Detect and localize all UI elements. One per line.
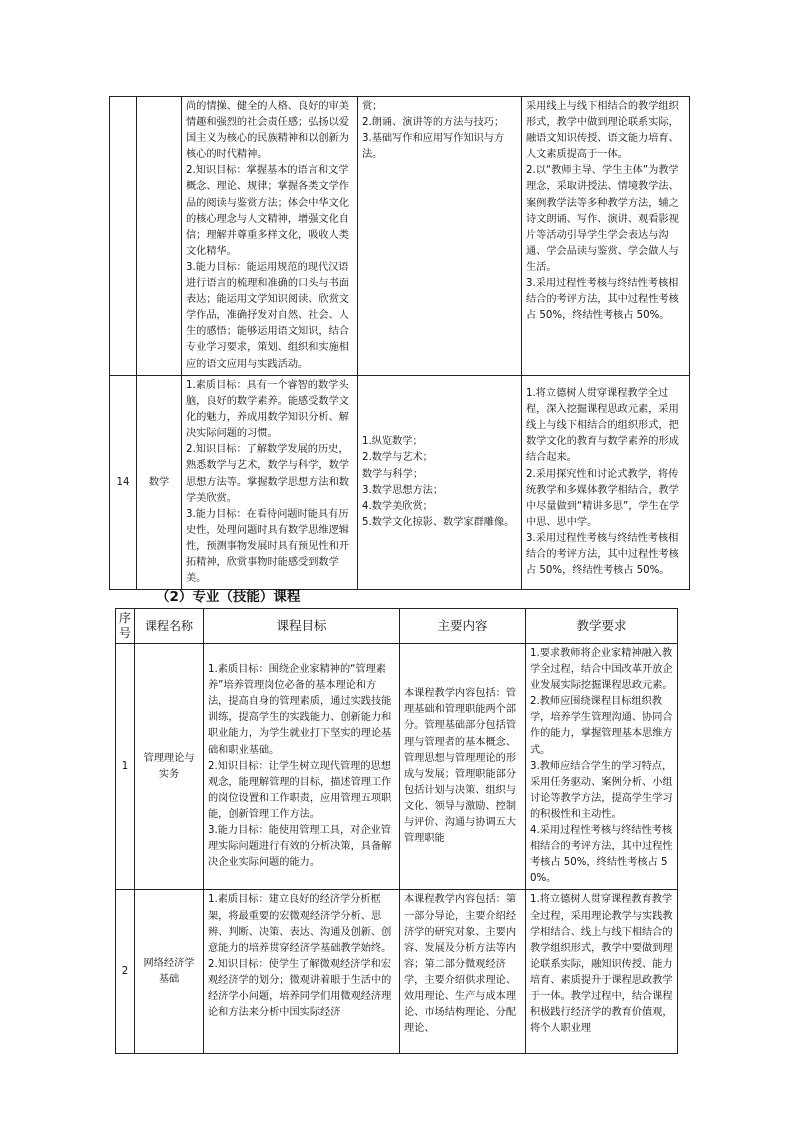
course-content-line: 2.数学与艺术； — [362, 452, 433, 464]
course-number: 14 — [110, 376, 137, 590]
course-goals-line: 3.能力目标：在看待问题时能具有历史性，处理问题时具有数学思维逻辑性，预测事物发展时具有预见性和开拓精神，欣赏事物时能感受到数学美。 — [186, 508, 349, 585]
course-content-line: 3.数学思想方法； — [362, 484, 444, 496]
course-name: 网络经济学基础 — [135, 890, 204, 1054]
course-requirements-line: 1.要求教师将企业家精神融入教学全过程，结合中国改革开放企业发展实际挖掘课程思政元素。 — [530, 648, 673, 692]
course-requirements — [522, 376, 690, 590]
course-requirements-line: 2.以“教师主导、学生主体”为教学理念，采取讲授法、情境教学法、案例教学法等多种教学方法，辅之诗文朗诵、写作、演讲、观看影视片等活动引导学生学会表达与沟通、学会品读与鉴赏、学会做人与生活。 — [526, 165, 679, 273]
course-goals — [182, 376, 358, 590]
course-content — [400, 644, 526, 890]
course-requirements-line: 1.将立德树人贯穿课程教育教学全过程，采用理论教学与实践教学相结合、线上与线下相结合的教学组织形式，教学中要做到理论联系实际，融知识传授、能力培育、素质提升于课程思政教学于一体。教学过程中，结合课程积极践行经济学的教育价值观，将个人职业理 — [530, 894, 673, 1035]
course-content-line: 3.基础写作和应用写作知识与方法。 — [362, 133, 505, 161]
course-content-line: 本课程教学内容包括：管理基础和管理职能两个部分。管理基础部分包括管理与管理者的基本概念、管理思想与管理理论的形成与发展；管理职能部分包括计划与决策、组织与文化、领导与激励、控制与评价、沟通与协调五大管理职能 — [404, 688, 517, 845]
table-row — [116, 890, 678, 1054]
course-requirements — [526, 644, 678, 890]
course-goals — [204, 890, 400, 1054]
course-content — [400, 890, 526, 1054]
course-requirements-line: 3.采用过程性考核与终结性考核相结合的考评方法，其中过程性考核占 50%，终结性考核占 50%。 — [526, 532, 679, 577]
course-goals — [182, 97, 358, 376]
course-number: 1 — [116, 644, 135, 890]
course-content-line: 赏； — [362, 101, 383, 112]
course-goals-line: 2.知识目标：让学生树立现代管理的思想观念，能理解管理的目标，描述管理工作的岗位设置和工作职责，应用管理五项职能，创新管理工作方法。 — [208, 760, 392, 820]
course-requirements-line: 1.将立德树人贯穿课程教学全过程，深入挖掘课程思政元素，采用线上与线下相结合的组织形式，把数学文化的教育与数学素养的形成结合起来。 — [526, 388, 679, 464]
course-content — [358, 97, 522, 376]
course-number — [110, 97, 137, 376]
course-content — [358, 376, 522, 590]
course-goals-line: 2.知识目标：使学生了解微观经济学和宏观经济学的划分；微观讲着眼于生活中的经济学小问题，培养同学们用微观经济理论和方法来分析中国实际经济 — [208, 958, 392, 1019]
course-content-line: 2.朗诵、演讲等的方法与技巧； — [362, 117, 505, 129]
header-no: 序号 — [116, 609, 135, 644]
table-header-row — [116, 609, 678, 644]
table-row — [110, 97, 690, 376]
section-heading: （2）专业（技能）课程 — [156, 589, 301, 605]
course-goals-line: 1.素质目标：具有一个睿智的数学头脑，良好的数学素养。能感受数学文化的魅力，养成用数学知识分析、解决实际问题的习惯。 — [186, 380, 349, 440]
course-content-line: 5.数学文化掠影、数学家群雕像。 — [362, 516, 515, 528]
course-goals-line: 2.知识目标：掌握基本的语言和文学概念、理论、规律；掌握各类文学作品的阅读与鉴赏方法；体会中华文化的核心理念与人文精神，增强文化自信；理解并尊重多样文化，吸收人类文化精华。 — [186, 165, 349, 257]
header-name: 课程名称 — [135, 609, 204, 644]
professional-course-table — [115, 608, 678, 1054]
course-content-line: 数学与科学； — [362, 468, 424, 480]
course-content-line: 4.数学美欣赏； — [362, 500, 433, 512]
course-goals-line: 尚的情操、健全的人格、良好的审美情趣和强烈的社会责任感；弘扬以爱国主义为核心的民族精神和以创新为核心的时代精神。 — [186, 101, 349, 161]
header-goals: 课程目标 — [204, 609, 400, 644]
course-goals — [204, 644, 400, 890]
course-goals-line: 1.素质目标：围绕企业家精神的“管理素养”培养管理岗位必备的基本理论和方法，提高自身的管理素质，通过实践技能训练，提高学生的实践能力、创新能力和职业能力，为学生就业打下坚实的理论基础和职业基础。 — [208, 664, 392, 756]
course-goals-line: 3.能力目标：能运用规范的现代汉语进行语言的梳理和准确的口头与书面表达；能运用文学知识阅读、欣赏文学作品，准确抒发对自然、社会、人生的感悟；能够运用语文知识，结合专业学习要求，策划、组织和实施相应的语文应用与实践活动。 — [186, 261, 349, 370]
course-name — [137, 97, 182, 376]
table-row — [110, 376, 690, 590]
table-row — [116, 644, 678, 890]
course-content-line: 1.纵览数学； — [362, 436, 423, 448]
course-requirements-line: 2.教师应围绕课程目标组织教学，培养学生管理沟通、协同合作的能力，掌握管理基本思维方式。 — [530, 696, 673, 756]
course-requirements-line: 4.采用过程性考核与终结性考核相结合的考评方法，其中过程性考核占 50%，终结性考核占 50%。 — [530, 825, 673, 885]
course-number: 2 — [116, 890, 135, 1054]
course-requirements — [522, 97, 690, 376]
header-content: 主要内容 — [400, 609, 526, 644]
course-name: 数学 — [137, 376, 182, 590]
header-requirements: 教学要求 — [526, 609, 678, 644]
course-requirements-line: 3.采用过程性考核与终结性考核相结合的考评方法，其中过程性考核占 50%，终结性考核占 50%。 — [526, 278, 679, 322]
course-goals-line: 3.能力目标：能使用管理工具，对企业管理实际问题进行有效的分析决策，具备解决企业实际问题的能力。 — [208, 825, 392, 869]
general-course-table — [109, 96, 690, 590]
course-requirements-line: 采用线上与线下相结合的教学组织形式，教学中做到理论联系实际，融语文知识传授、语文能力培育、人文素质提高于一体。 — [526, 101, 679, 161]
course-requirements — [526, 890, 678, 1054]
course-requirements-line: 3.教师应结合学生的学习特点，采用任务驱动、案例分析、小组讨论等教学方法，提高学生学习的积极性和主动性。 — [530, 760, 673, 820]
course-content-line: 本课程教学内容包括：第一部分导论，主要介绍经济学的研究对象、主要内容、发展及分析方法等内容；第二部分微观经济学，主要介绍供求理论、效用理论、生产与成本理论、市场结构理论、分配理论、 — [404, 894, 517, 1035]
course-requirements-line: 2.采用探究性和讨论式教学，将传统教学和多媒体教学相结合，教学中尽量做到“精讲多思”，学生在学中思、思中学。 — [526, 468, 680, 528]
course-goals-line: 1.素质目标：建立良好的经济学分析框架，将最重要的宏微观经济学分析、思辨、判断、决策、表达、沟通及创新、创意能力的培养贯穿经济学基础教学始终。 — [208, 894, 392, 954]
course-goals-line: 2.知识目标：了解数学发展的历史，熟悉数学与艺术，数学与科学，数学思想方法等。掌握数学思想方法和数学美欣赏。 — [186, 444, 349, 504]
course-name: 管理理论与实务 — [135, 644, 204, 890]
